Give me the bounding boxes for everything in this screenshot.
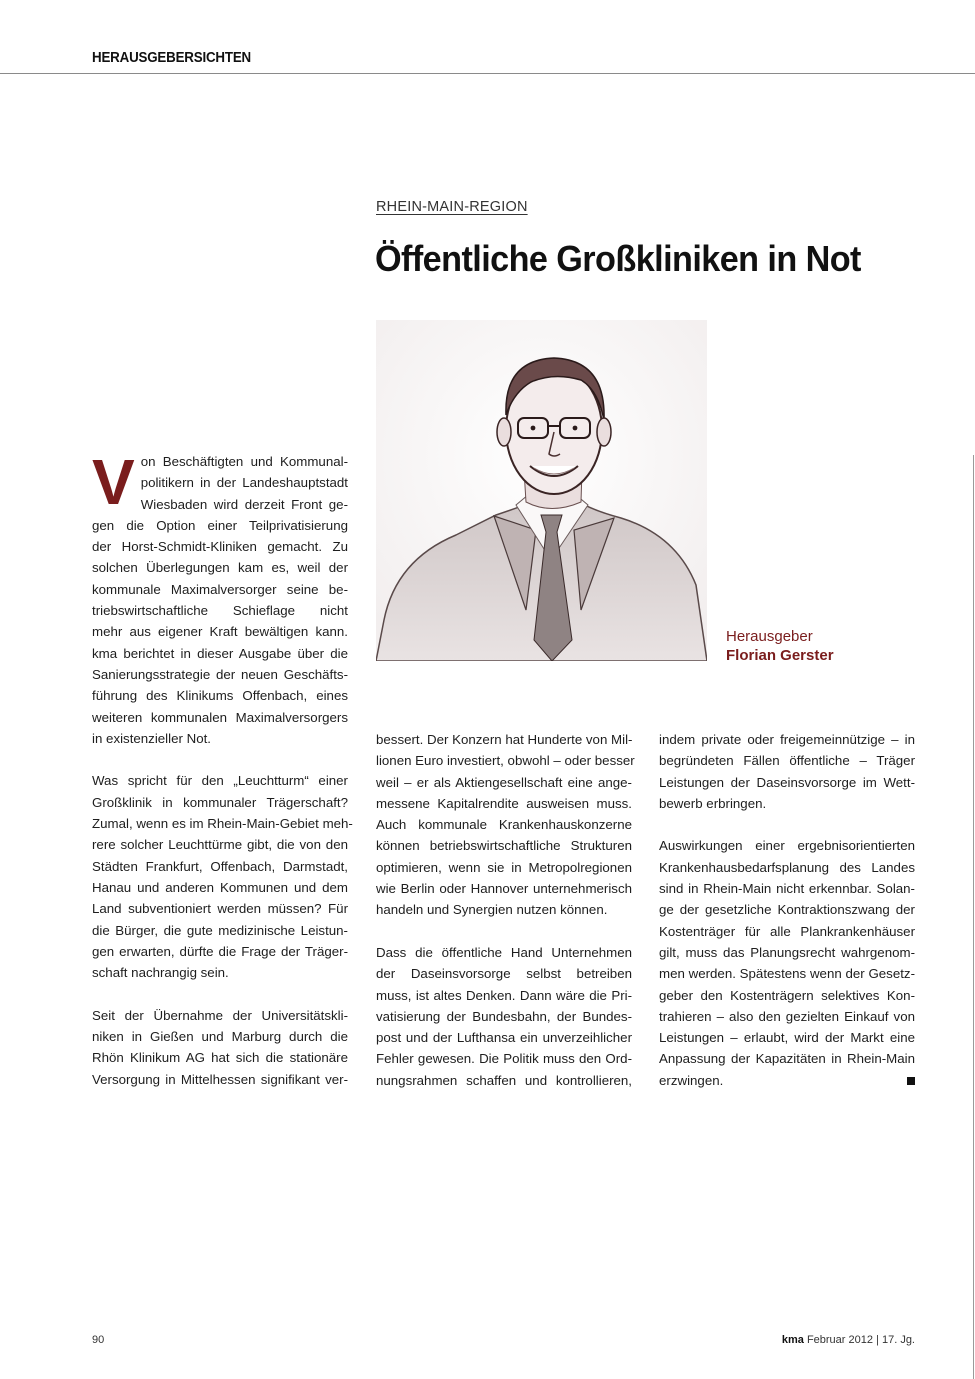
- page-number: 90: [92, 1334, 105, 1346]
- text-line: Was spricht für den „Leuchtturm“ einer: [92, 773, 348, 789]
- text-line: Sanierungsstrategie der neuen Geschäfts-: [92, 666, 348, 682]
- page-edge-line: [973, 455, 974, 1379]
- paragraph: [92, 446, 348, 749]
- text-line: politikern in der Landeshauptstadt: [140, 475, 348, 491]
- caption-author-name: Florian Gerster: [726, 647, 834, 664]
- volume: 17. Jg.: [881, 1334, 915, 1346]
- text-line: erzwingen.: [659, 1072, 724, 1088]
- text-line: der Daseinsvorsorge selbst betreiben: [376, 966, 632, 982]
- text-line: lionen Euro investiert, obwohl – oder besser: [376, 753, 635, 769]
- text-line: Land subventioniert werden müssen? Für: [92, 901, 348, 917]
- text-line: Zumal, wenn es im Rhein-Main-Gebiet meh-: [92, 816, 353, 832]
- text-line: men werden. Spätestens wenn der Gesetz-: [659, 966, 915, 982]
- article-column-1: [92, 446, 353, 1090]
- text-line: können betriebswirtschaftliche Strukturen: [376, 838, 632, 854]
- section-label: HERAUSGEBERSICHTEN: [92, 50, 252, 66]
- text-line: geber den Kostenträgern selektives Kon-: [659, 987, 915, 1003]
- text-line: führung des Klinikums Offenbach, eines: [92, 688, 348, 704]
- text-line: trahieren – also den gezielten Einkauf von: [659, 1008, 915, 1024]
- text-line: Fehler gewesen. Die Politik muss den Ord-: [376, 1051, 632, 1067]
- text-line: vatisierung der Bundesbahn, der Bundes-: [376, 1008, 632, 1024]
- author-portrait: [376, 320, 707, 661]
- text-line: Versorgung in Mittelhessen signifikant ver-: [92, 1071, 348, 1087]
- text-line: nungsrahmen schaffen und kontrollieren,: [376, 1072, 632, 1088]
- article-kicker: RHEIN-MAIN-REGION: [376, 199, 528, 215]
- text-line: weiteren kommunalen Maximalversorgers: [92, 709, 348, 725]
- caption-role: Herausgeber: [726, 628, 813, 645]
- issue-date: Februar 2012: [806, 1334, 873, 1346]
- text-line: gilt, muss das Planungsrecht wahrgenom-: [659, 944, 915, 960]
- text-line: wie Berlin oder Hannover unternehmerisch: [376, 881, 632, 897]
- end-of-article-mark: [907, 1077, 915, 1085]
- portrait-caption: [726, 627, 834, 665]
- text-line: Kostenträger für alle Plankrankenhäuser: [659, 923, 915, 939]
- footer-issue-info: [782, 1334, 915, 1346]
- header-rule: [0, 73, 975, 74]
- text-line: begründeten Fällen öffentliche – Träger: [659, 753, 915, 769]
- text-line: Städten Frankfurt, Offenbach, Darmstadt,: [92, 858, 348, 874]
- text-line: triebswirtschaftliche Schieflage nicht: [92, 603, 348, 619]
- text-line: die Bürger, die gute medizinische Leistun-: [92, 922, 348, 938]
- text-line: indem private oder freigemeinnützige – in: [659, 732, 915, 747]
- paragraph: [659, 835, 915, 1091]
- drop-cap: V: [92, 446, 135, 518]
- footer-separator: |: [876, 1334, 879, 1346]
- text-line: Großklinik in kommunaler Trägerschaft?: [92, 794, 348, 810]
- text-line: Auch kommunale Krankenhauskonzerne: [376, 817, 632, 833]
- text-line: Rhön Klinikum AG hat sich die stationäre: [92, 1050, 348, 1066]
- text-line: Seit der Übernahme der Universitätskli-: [92, 1007, 348, 1023]
- paragraph: [92, 770, 353, 983]
- text-line: Hanau und anderen Kommunen und dem: [92, 879, 348, 895]
- text-line: schaft nachrangig sein.: [92, 965, 229, 981]
- text-line: bewerb erbringen.: [659, 795, 767, 811]
- paragraph: [92, 1005, 348, 1090]
- text-line: Leistungen der Daseinsvorsorge im Wett-: [659, 774, 915, 790]
- text-line: solchen Überlegungen kam es, weil der: [92, 560, 348, 576]
- text-line: gen erwarten, dürfte die Frage der Träger-: [92, 943, 348, 959]
- text-line: weil – er als Aktiengesellschaft eine ange-: [376, 774, 632, 790]
- text-line: muss, ist altes Denken. Dann wäre die Pri-: [376, 987, 632, 1003]
- paragraph: [376, 942, 632, 1091]
- text-line: mehr aus eigener Kraft bewältigen kann.: [92, 624, 348, 640]
- text-line: optimieren, wenn sie in Metropolregionen: [376, 859, 632, 875]
- paragraph: [659, 729, 915, 814]
- text-line: Krankenhausbedarfsplanung des Landes: [659, 859, 915, 875]
- text-line: kommunale Maximalversorger seine be-: [92, 581, 348, 597]
- text-line: bessert. Der Konzern hat Hunderte von Mil-: [376, 732, 633, 747]
- text-line: handeln und Synergien nutzen können.: [376, 902, 608, 918]
- text-line: niken in Gießen und Marburg durch die: [92, 1029, 348, 1045]
- text-line: on Beschäftigten und Kommunal-: [140, 454, 348, 469]
- text-line: Dass die öffentliche Hand Unternehmen: [376, 944, 632, 960]
- text-line: Leistungen – erlaubt, wird der Markt eine: [659, 1030, 915, 1046]
- text-line: post und der Lufthansa ein unverzeihlicher: [376, 1030, 632, 1046]
- text-line: gen die Option einer Teilprivatisierung: [92, 517, 348, 533]
- text-line: Auswirkungen einer ergebnisorientierten: [659, 838, 915, 854]
- paragraph: [376, 729, 635, 921]
- article-title: Öffentliche Großkliniken in Not: [375, 238, 861, 279]
- text-line: kma berichtet in dieser Ausgabe über die: [92, 645, 348, 661]
- article-column-2: [376, 729, 635, 1091]
- article-column-3: [659, 729, 915, 1091]
- text-line: rere solcher Leuchttürme gibt, die von den: [92, 837, 348, 853]
- text-line: messene Kapitalrendite ausweisen muss.: [376, 795, 632, 811]
- text-line: ge der gesetzliche Kontraktionszwang der: [659, 902, 915, 918]
- text-line: Anpassung der Kapazitäten in Rhein-Main: [659, 1051, 915, 1067]
- magazine-brand: kma: [781, 1334, 804, 1346]
- text-line: sind in Rhein-Main nicht erkennbar. Solan-: [659, 881, 915, 897]
- text-line: Wiesbaden wird derzeit Front ge-: [140, 496, 348, 512]
- text-line: in existenzieller Not.: [92, 730, 211, 746]
- text-line: der Horst-Schmidt-Kliniken gemacht. Zu: [92, 539, 348, 555]
